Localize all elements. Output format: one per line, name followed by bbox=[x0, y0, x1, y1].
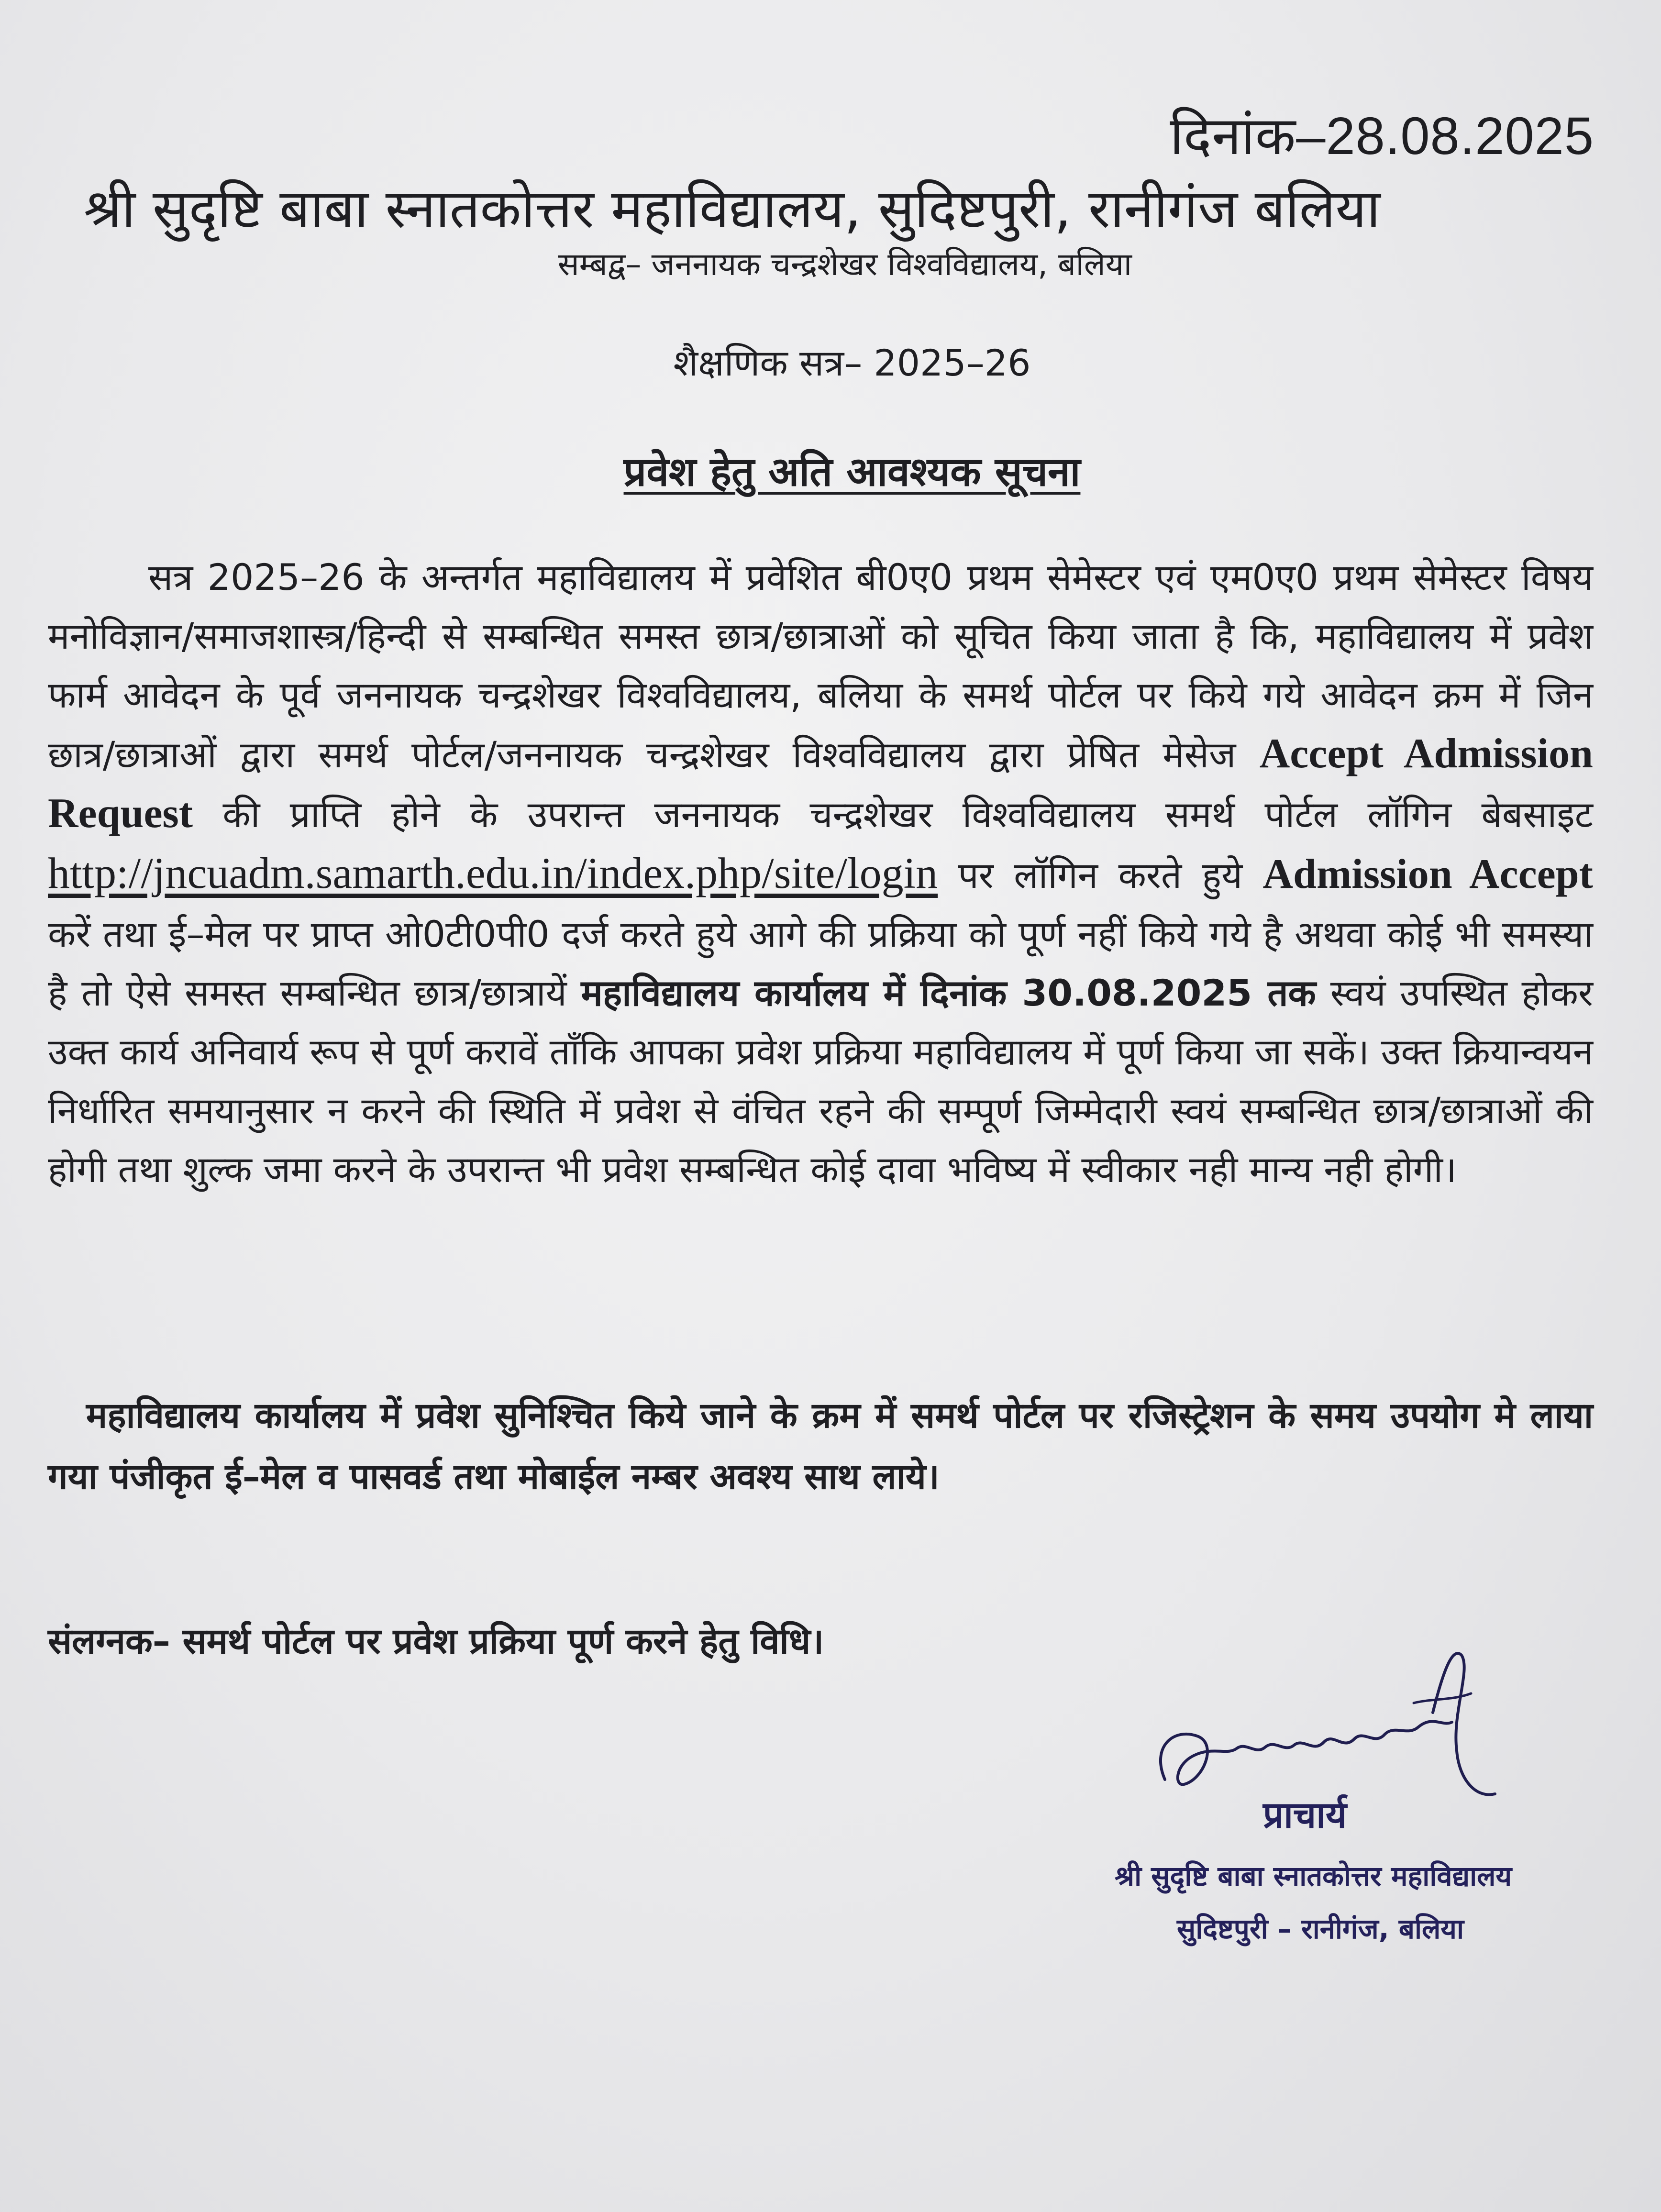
para-text: सत्र 2025–26 के अन्तर्गत महाविद्यालय में प्रवेशित बी0ए0 प्रथम सेमेस्टर एवं एम0ए0 प्रथम सेमेस्टर विषय मनोविज्ञान/समाजशास्त्र/हिन्दी से सम्बन्धित समस्त छात्र/छात्राओं को सूचित किया जाता है कि, महाविद्यालय में प्रवेश फार्म आवेदन के पूर्व जननायक चन्द्रशेखर विश्वविद्यालय, बलिया के समर्थ पोर्टल पर किये गये आवेदन क्रम में जिन छात्र/छात्राओं द्वारा समर्थ पोर्टल/जननायक चन्द्रशेखर विश्वविद्यालय द्वारा प्रेषित मेसेज bbox=[48, 556, 1593, 776]
signatory-college: श्री सुदृष्टि बाबा स्नातकोत्तर महाविद्यालय bbox=[1115, 1860, 1512, 1892]
academic-session: शैक्षणिक सत्र– 2025–26 bbox=[673, 342, 1031, 384]
affiliation-line: सम्बद्व– जननायक चन्द्रशेखर विश्वविद्यालय, बलिया bbox=[557, 246, 1132, 283]
signatory-address: सुदिष्टपुरी – रानीगंज, बलिया bbox=[1177, 1913, 1464, 1945]
deadline-text: महाविद्यालय कार्यालय में दिनांक 30.08.2025 तक bbox=[581, 972, 1316, 1014]
admission-accept-text: Admission Accept bbox=[1262, 851, 1593, 897]
para-text: की प्राप्ति होने के उपरान्त जननायक चन्द्रशेखर विश्वविद्यालय समर्थ पोर्टल लॉगिन बेबसाइट bbox=[222, 793, 1593, 836]
notice-paragraph-main bbox=[48, 548, 1593, 1199]
samarth-login-link[interactable]: http://jncuadm.samarth.edu.in/index.php/site/login bbox=[48, 849, 938, 897]
notice-paragraph-documents: महाविद्यालय कार्यालय में प्रवेश सुनिश्चित किये जाने के क्रम में समर्थ पोर्टल पर रजिस्ट्रेशन के समय उपयोग मे लाया गया पंजीकृत ई–मेल व पासवर्ड तथा मोबाईल नम्बर अवश्य साथ लाये। bbox=[48, 1395, 1593, 1497]
para-text: करें तथा ई–मेल पर प्राप्त ओ0टी0पी0 दर्ज करते हुये आगे की प्रक्रिया को पूर्ण नहीं किये गये है अथवा कोई भी समस्या है तो ऐसे समस्त सम्बन्धित छात्र/छात्रायें bbox=[48, 913, 1593, 1014]
college-name: श्री सुदृष्टि बाबा स्नातकोत्तर महाविद्यालय, सुदिष्टपुरी, रानीगंज बलिया bbox=[84, 178, 1381, 240]
para-text: स्वयं उपस्थित होकर उक्त कार्य अनिवार्य रूप से पूर्ण करावें ताँकि आपका प्रवेश प्रक्रिया महाविद्यालय में पूर्ण किया जा सकें। उक्त क्रियान्वयन निर्धारित समयानुसार न करने की स्थिति में प्रवेश से वंचित रहने की सम्पूर्ण जिम्मेदारी स्वयं सम्बन्धित छात्र/छात्राओं की होगी तथा शुल्क जमा करने के उपरान्त भी प्रवेश सम्बन्धित कोई दावा भविष्य में स्वीकार नही मान्य नही होगी। bbox=[48, 972, 1593, 1191]
para-text: पर लॉगिन करते हुये bbox=[958, 854, 1243, 896]
accept-admission-request-text: Accept Admission Request bbox=[48, 730, 1593, 837]
signatory-title: प्राचार्य bbox=[1263, 1793, 1347, 1836]
enclosure-line: संलग्नक– समर्थ पोर्टल पर प्रवेश प्रक्रिया पूर्ण करने हेतु विधि। bbox=[48, 1621, 824, 1662]
notice-heading bbox=[0, 442, 1661, 498]
notice-date: दिनांक–28.08.2025 bbox=[1170, 107, 1594, 166]
notice-heading-text: प्रवेश हेतु अति आवश्यक सूचना bbox=[623, 448, 1081, 495]
